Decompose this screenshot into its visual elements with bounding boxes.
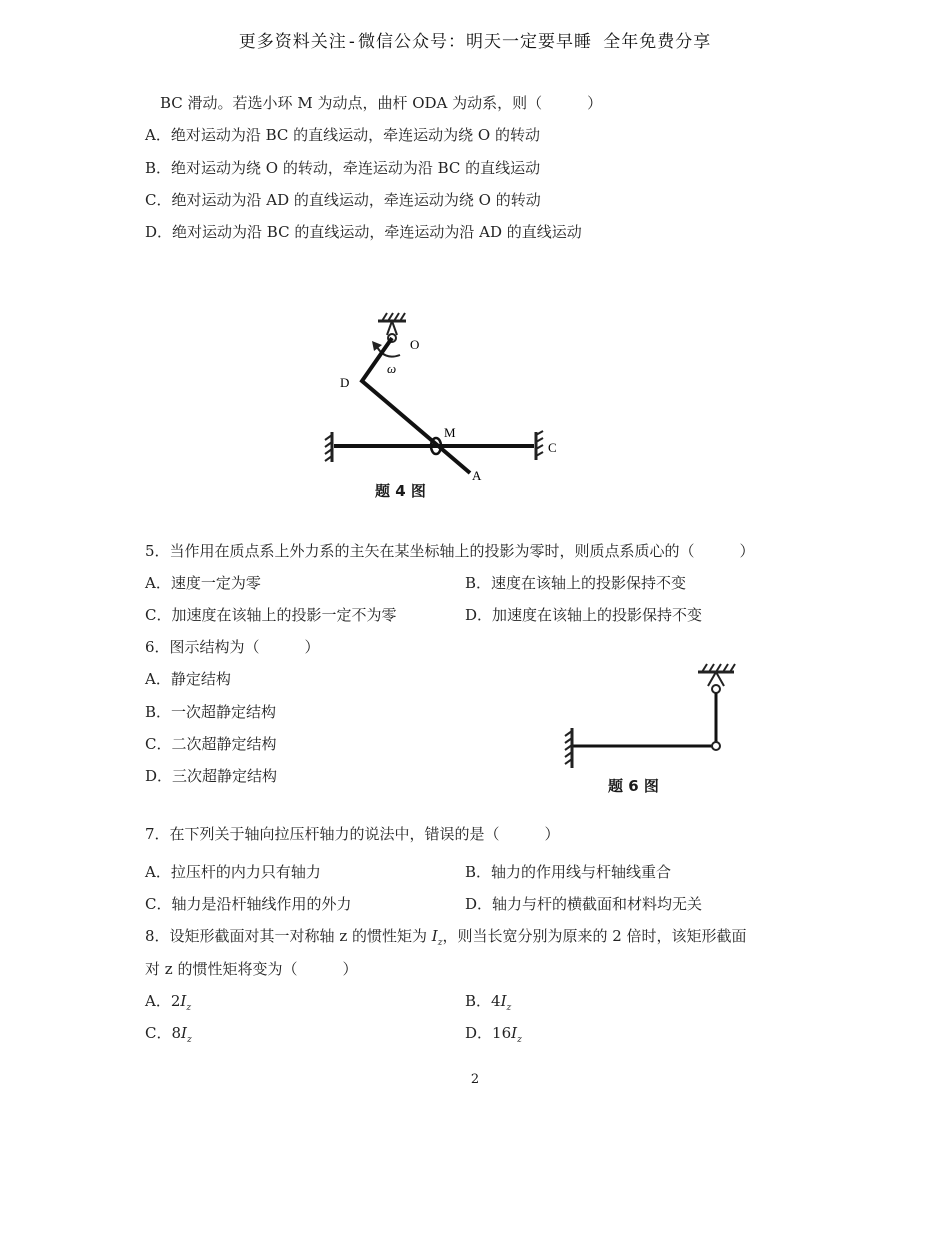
q8-subscript: z	[437, 938, 443, 948]
q6-stem: 6．图示结构为（ ）	[145, 638, 320, 656]
q8-stem-pre: 8．设矩形截面对其一对称轴 z 的惯性矩为	[145, 927, 432, 945]
q6-option-a: A．静定结构	[145, 670, 231, 688]
label-c: C	[548, 440, 557, 455]
q7-option-c: C．轴力是沿杆轴线作用的外力	[145, 895, 352, 913]
pin-top	[712, 685, 720, 693]
q7-option-b: B．轴力的作用线与杆轴线重合	[465, 863, 672, 881]
q6-option-b: B．一次超静定结构	[145, 703, 277, 721]
q6-option-c: C．二次超静定结构	[145, 735, 277, 753]
figure-4-diagram	[320, 305, 580, 505]
q5-option-a: A．速度一定为零	[145, 574, 261, 592]
label-a: A	[472, 468, 482, 483]
q4-option-c: C．绝对运动为沿 AD 的直线运动，牵连运动为绕 O 的转动	[145, 191, 541, 209]
q7-stem: 7．在下列关于轴向拉压杆轴力的说法中，错误的是（ ）	[145, 825, 560, 843]
page-header: 更多资料关注-微信公众号：明天一定要早睡 全年免费分享	[238, 32, 712, 52]
q4-option-d: D．绝对运动为沿 BC 的直线运动，牵连运动为沿 AD 的直线运动	[145, 223, 582, 241]
page-number: 2	[470, 1072, 480, 1087]
q8-option-b: B．$4I_z$	[465, 992, 512, 1013]
bent-bar-oda	[362, 338, 470, 473]
label-m: M	[444, 425, 456, 440]
q8-stem	[145, 925, 747, 948]
q8-stem-post: ，则当长宽分别为原来的 2 倍时，该矩形截面	[442, 927, 747, 945]
q5-option-d: D．加速度在该轴上的投影保持不变	[465, 606, 703, 624]
q6-option-d: D．三次超静定结构	[145, 767, 278, 785]
q8-symbol: I	[431, 927, 438, 945]
q7-option-d: D．轴力与杆的横截面和材料均无关	[465, 895, 703, 913]
figure-4-caption: 题 4 图	[375, 482, 426, 500]
q4-option-a: A．绝对运动为沿 BC 的直线运动，牵连运动为绕 O 的转动	[145, 126, 540, 144]
hinge-corner	[712, 742, 720, 750]
figure-6-diagram	[560, 660, 750, 770]
q7-option-a: A．拉压杆的内力只有轴力	[145, 863, 321, 881]
label-o: O	[410, 337, 420, 352]
q4-stem-tail: BC 滑动。若选小环 M 为动点，曲杆 ODA 为动系，则（ ）	[160, 94, 603, 112]
q8-option-a: A．$2I_z$	[145, 992, 192, 1013]
label-omega: ω	[387, 361, 397, 376]
q8-option-d: D．$16I_z$	[465, 1024, 522, 1045]
label-d: D	[340, 375, 350, 390]
q8-stem-line2: 对 z 的惯性矩将变为（ ）	[145, 960, 358, 978]
q5-stem: 5．当作用在质点系上外力系的主矢在某坐标轴上的投影为零时，则质点系质心的（ ）	[145, 542, 755, 560]
q5-option-c: C．加速度在该轴上的投影一定不为零	[145, 606, 397, 624]
q8-option-c: C．$8I_z$	[145, 1024, 192, 1045]
q4-option-b: B．绝对运动为绕 O 的转动，牵连运动为沿 BC 的直线运动	[145, 159, 541, 177]
figure-6-caption: 题 6 图	[608, 777, 659, 795]
q5-option-b: B．速度在该轴上的投影保持不变	[465, 574, 687, 592]
